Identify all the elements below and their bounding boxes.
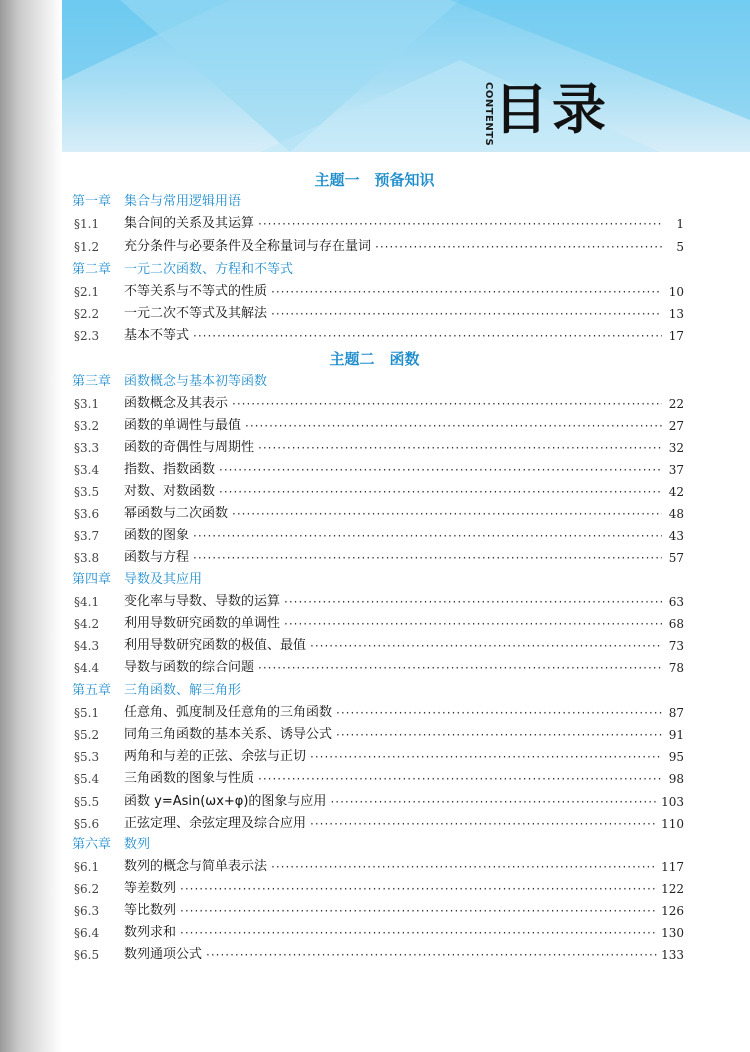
section-number: §3.1 xyxy=(74,397,100,411)
toc-entry[interactable] xyxy=(74,879,684,899)
section-title: 利用导数研究函数的极值、最值 xyxy=(124,638,307,653)
page-number: 22 xyxy=(668,397,684,411)
page-number: 117 xyxy=(661,860,684,874)
section-number: §6.3 xyxy=(74,904,100,918)
section-title: 基本不等式 xyxy=(124,328,190,343)
page-number: 122 xyxy=(661,882,684,896)
leader-dots xyxy=(330,792,657,812)
leader-dots xyxy=(258,658,662,678)
section-number: §5.3 xyxy=(74,750,100,764)
toc-entry[interactable] xyxy=(74,923,684,943)
toc-entry[interactable] xyxy=(74,394,684,414)
toc-entry[interactable] xyxy=(74,548,684,568)
contents-label: CONTENTS xyxy=(483,82,494,147)
section-title: 变化率与导数、导数的运算 xyxy=(124,594,281,609)
header-banner xyxy=(0,0,750,152)
page-number: 130 xyxy=(661,926,684,940)
toc-entry[interactable] xyxy=(74,416,684,436)
leader-dots xyxy=(336,703,662,723)
section-number: §3.4 xyxy=(74,463,100,477)
section-number: §1.2 xyxy=(74,240,100,254)
leader-dots xyxy=(271,304,662,324)
toc-entry[interactable] xyxy=(74,747,684,767)
toc-entry[interactable] xyxy=(74,304,684,324)
toc-entry[interactable] xyxy=(74,725,684,745)
page-number: 57 xyxy=(668,551,684,565)
section-title: 数列通项公式 xyxy=(124,947,203,962)
toc-entry[interactable] xyxy=(74,901,684,921)
toc-entry[interactable] xyxy=(74,326,684,346)
toc-entry[interactable] xyxy=(74,438,684,458)
leader-dots xyxy=(336,725,662,745)
toc-entry[interactable] xyxy=(74,703,684,723)
toc-entry[interactable] xyxy=(74,636,684,656)
section-title: 函数的奇偶性与周期性 xyxy=(124,440,255,455)
leader-dots xyxy=(284,614,662,634)
leader-dots xyxy=(284,592,662,612)
page-number: 13 xyxy=(668,307,684,321)
section-title: 函数 y=Asin(ωx+φ)的图象与应用 xyxy=(124,794,327,809)
section-number: §6.5 xyxy=(74,948,100,962)
section-title: 函数的图象 xyxy=(124,528,190,543)
section-title: 三角函数的图象与性质 xyxy=(124,771,255,786)
section-title: 集合间的关系及其运算 xyxy=(124,216,255,231)
toc-entry[interactable] xyxy=(74,945,684,965)
section-number: §4.3 xyxy=(74,639,100,653)
section-title: 等差数列 xyxy=(124,881,177,896)
section-number: §3.2 xyxy=(74,419,100,433)
section-number: §2.3 xyxy=(74,329,100,343)
page-number: 68 xyxy=(668,617,684,631)
leader-dots xyxy=(245,416,662,436)
page-number: 43 xyxy=(668,529,684,543)
section-number: §5.5 xyxy=(74,795,100,809)
section-number: §4.2 xyxy=(74,617,100,631)
section-title: 同角三角函数的基本关系、诱导公式 xyxy=(124,727,333,742)
page-title: 目录 xyxy=(494,78,610,141)
section-number: §1.1 xyxy=(74,217,100,231)
leader-dots xyxy=(193,326,662,346)
section-title: 对数、对数函数 xyxy=(124,484,216,499)
section-title: 函数的单调性与最值 xyxy=(124,418,242,433)
toc-entry[interactable] xyxy=(74,658,684,678)
page-number: 1 xyxy=(676,217,684,231)
section-title: 充分条件与必要条件及全称量词与存在量词 xyxy=(124,239,372,254)
toc-entry[interactable] xyxy=(74,237,684,257)
page-number: 17 xyxy=(668,329,684,343)
section-title: 幂函数与二次函数 xyxy=(124,506,229,521)
theme-heading: 主题一 预备知识 xyxy=(314,171,435,189)
page-number: 37 xyxy=(668,463,684,477)
page-number: 78 xyxy=(668,661,684,675)
page-number: 42 xyxy=(668,485,684,499)
chapter-heading[interactable]: 第六章 数列 xyxy=(72,837,151,852)
section-number: §5.2 xyxy=(74,728,100,742)
section-title: 数列的概念与简单表示法 xyxy=(124,859,268,874)
leader-dots xyxy=(206,945,657,965)
section-title: 函数概念及其表示 xyxy=(124,396,229,411)
leader-dots xyxy=(219,482,662,502)
section-title: 利用导数研究函数的单调性 xyxy=(124,616,281,631)
section-number: §4.1 xyxy=(74,595,100,609)
toc-entry[interactable] xyxy=(74,792,684,812)
toc-entry[interactable] xyxy=(74,460,684,480)
page-number: 133 xyxy=(661,948,684,962)
page-number: 103 xyxy=(661,795,684,809)
leader-dots xyxy=(258,214,662,234)
page-number: 32 xyxy=(668,441,684,455)
leader-dots xyxy=(258,438,662,458)
toc-entry[interactable] xyxy=(74,857,684,877)
leader-dots xyxy=(310,747,662,767)
section-title: 两角和与差的正弦、余弦与正切 xyxy=(124,749,307,764)
toc-entry[interactable] xyxy=(74,504,684,524)
leader-dots xyxy=(232,504,662,524)
section-title: 导数与函数的综合问题 xyxy=(124,660,255,675)
section-number: §3.6 xyxy=(74,507,100,521)
leader-dots xyxy=(258,769,662,789)
leader-dots xyxy=(271,857,657,877)
toc-entry[interactable] xyxy=(74,769,684,789)
chapter-heading[interactable]: 第一章 集合与常用逻辑用语 xyxy=(72,194,242,209)
section-title: 正弦定理、余弦定理及综合应用 xyxy=(124,816,307,831)
page-number: 48 xyxy=(668,507,684,521)
section-number: §5.1 xyxy=(74,706,100,720)
page-number: 91 xyxy=(668,728,684,742)
page-number: 126 xyxy=(661,904,684,918)
toc-entry[interactable] xyxy=(74,614,684,634)
leader-dots xyxy=(375,237,662,257)
section-number: §5.6 xyxy=(74,817,100,831)
page-number: 98 xyxy=(668,772,684,786)
leader-dots xyxy=(310,636,662,656)
section-number: §2.2 xyxy=(74,307,100,321)
section-number: §2.1 xyxy=(74,285,100,299)
section-number: §6.4 xyxy=(74,926,100,940)
toc-entry[interactable] xyxy=(74,592,684,612)
page-number: 95 xyxy=(668,750,684,764)
section-number: §6.2 xyxy=(74,882,100,896)
section-number: §5.4 xyxy=(74,772,100,786)
leader-dots xyxy=(180,879,657,899)
page-number: 10 xyxy=(668,285,684,299)
section-number: §3.7 xyxy=(74,529,100,543)
leader-dots xyxy=(232,394,662,414)
toc-entry[interactable] xyxy=(74,526,684,546)
leader-dots xyxy=(310,814,657,834)
section-number: §3.8 xyxy=(74,551,100,565)
section-title: 指数、指数函数 xyxy=(124,462,216,477)
section-number: §6.1 xyxy=(74,860,100,874)
page-number: 87 xyxy=(668,706,684,720)
leader-dots xyxy=(180,901,657,921)
section-title: 数列求和 xyxy=(124,925,177,940)
section-title: 函数与方程 xyxy=(124,550,190,565)
leader-dots xyxy=(219,460,662,480)
toc-entry[interactable] xyxy=(74,214,684,234)
theme-heading: 主题二 函数 xyxy=(329,350,420,368)
page-number: 73 xyxy=(668,639,684,653)
chapter-heading[interactable]: 第二章 一元二次函数、方程和不等式 xyxy=(72,262,294,277)
binding-shadow xyxy=(0,0,62,1052)
section-title: 等比数列 xyxy=(124,903,177,918)
section-title: 不等关系与不等式的性质 xyxy=(124,284,268,299)
section-number: §4.4 xyxy=(74,661,100,675)
leader-dots xyxy=(193,526,662,546)
chapter-heading[interactable]: 第三章 函数概念与基本初等函数 xyxy=(72,374,268,389)
toc-entry[interactable] xyxy=(74,282,684,302)
toc-entry[interactable] xyxy=(74,482,684,502)
page-number: 27 xyxy=(668,419,684,433)
toc-entry[interactable] xyxy=(74,814,684,834)
page-number: 110 xyxy=(661,817,684,831)
section-number: §3.3 xyxy=(74,441,100,455)
leader-dots xyxy=(180,923,657,943)
section-number: §3.5 xyxy=(74,485,100,499)
page-number: 63 xyxy=(668,595,684,609)
leader-dots xyxy=(271,282,662,302)
page-number: 5 xyxy=(676,240,684,254)
leader-dots xyxy=(193,548,662,568)
chapter-heading[interactable]: 第五章 三角函数、解三角形 xyxy=(72,683,242,698)
section-title: 任意角、弧度制及任意角的三角函数 xyxy=(124,705,333,720)
chapter-heading[interactable]: 第四章 导数及其应用 xyxy=(72,572,203,587)
section-title: 一元二次不等式及其解法 xyxy=(124,306,268,321)
